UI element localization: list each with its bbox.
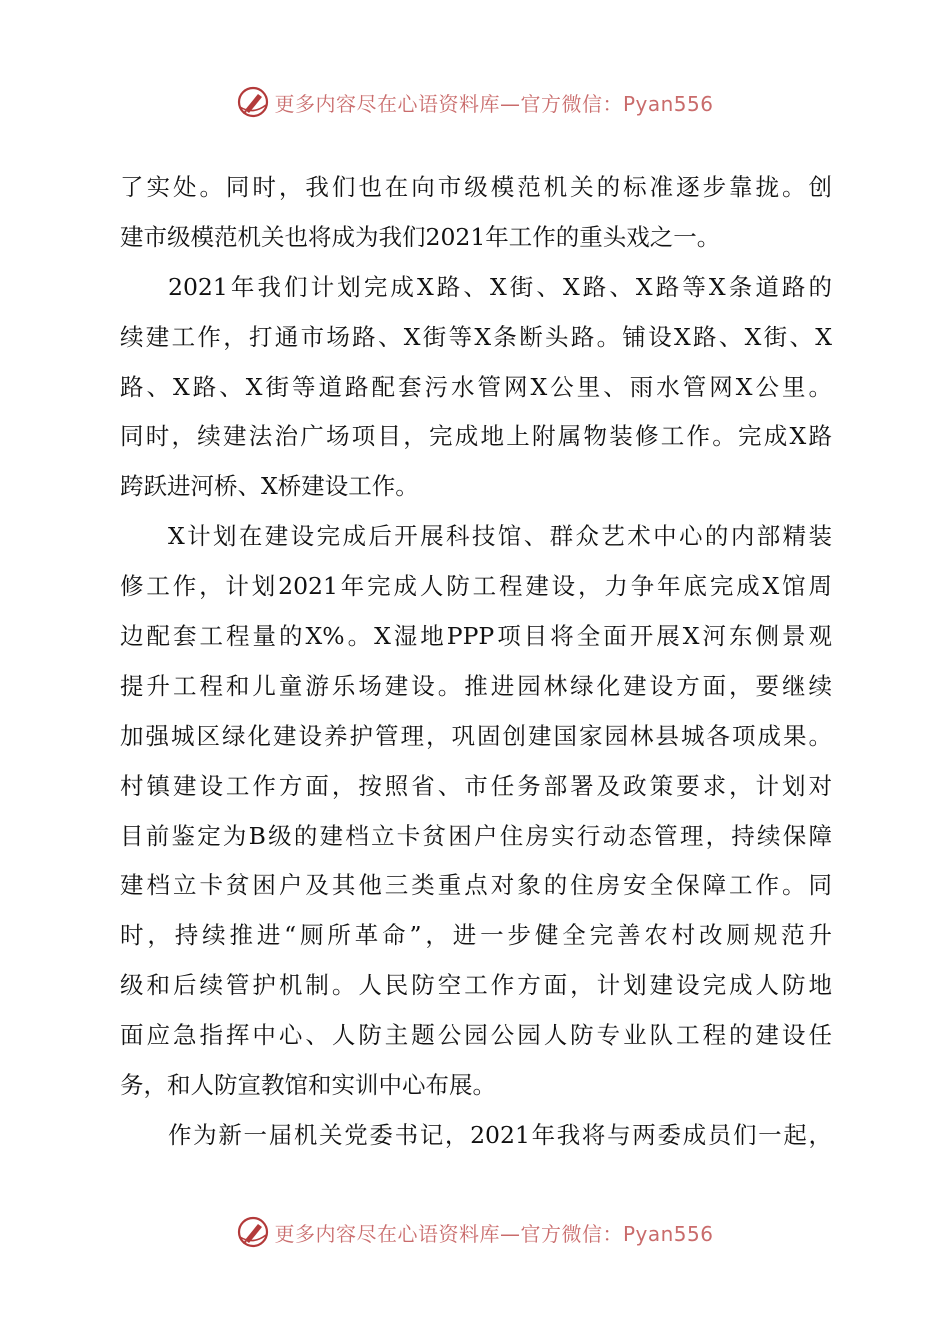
body-line: 提升工程和儿童游乐场建设。推进园林绿化建设方面，要继续 (120, 671, 832, 700)
body-line: 同时，续建法治广场项目，完成地上附属物装修工作。完成X路 (120, 422, 832, 451)
header-banner-text: 更多内容尽在心语资料库—官方微信：Pyan556 (274, 91, 714, 116)
body-line: 边配套工程量的X%。X湿地PPP项目将全面开展X河东侧景观 (120, 622, 832, 651)
body-line: 目前鉴定为B级的建档立卡贫困户住房实行动态管理，持续保障 (120, 821, 832, 850)
footer-banner-text: 更多内容尽在心语资料库—官方微信：Pyan556 (274, 1221, 714, 1246)
document-body (120, 163, 832, 1161)
body-line: 务，和人防宣教馆和实训中心布展。 (120, 1071, 496, 1100)
body-line: 修工作，计划2021年完成人防工程建设，力争年底完成X馆周 (120, 572, 832, 601)
body-line: 了实处。同时，我们也在向市级模范机关的标准逐步靠拢。创 (120, 173, 832, 201)
body-line: 加强城区绿化建设养护管理，巩固创建国家园林县城各项成果。 (120, 721, 832, 750)
body-line: 级和后续管护机制。人民防空工作方面，计划建设完成人防地 (120, 971, 832, 1000)
body-line: 2021年我们计划完成X路、X街、X路、X路等X条道路的 (168, 272, 832, 301)
body-line: 时，持续推进“厕所革命”，进一步健全完善农村改厕规范升 (120, 921, 832, 950)
header-banner (0, 80, 950, 124)
footer-banner (0, 1210, 950, 1254)
body-line: X计划在建设完成后开展科技馆、群众艺术中心的内部精装 (168, 522, 832, 551)
body-line: 路、X路、X街等道路配套污水管网X公里、雨水管网X公里。 (120, 372, 832, 401)
body-line: 村镇建设工作方面，按照省、市任务部署及政策要求，计划对 (120, 771, 832, 800)
body-line: 建市级模范机关也将成为我们2021年工作的重头戏之一。 (120, 222, 721, 251)
body-line: 续建工作，打通市场路、X街等X条断头路。铺设X路、X街、X (120, 322, 832, 351)
body-line: 作为新一届机关党委书记，2021年我将与两委成员们一起， (168, 1120, 832, 1149)
body-line: 跨跃进河桥、X桥建设工作。 (120, 472, 419, 501)
body-line: 建档立卡贫困户及其他三类重点对象的住房安全保障工作。同 (120, 871, 832, 900)
pen-logo-icon (236, 85, 270, 119)
body-line: 面应急指挥中心、人防主题公园公园人防专业队工程的建设任 (120, 1021, 832, 1050)
pen-logo-icon (236, 1215, 270, 1249)
